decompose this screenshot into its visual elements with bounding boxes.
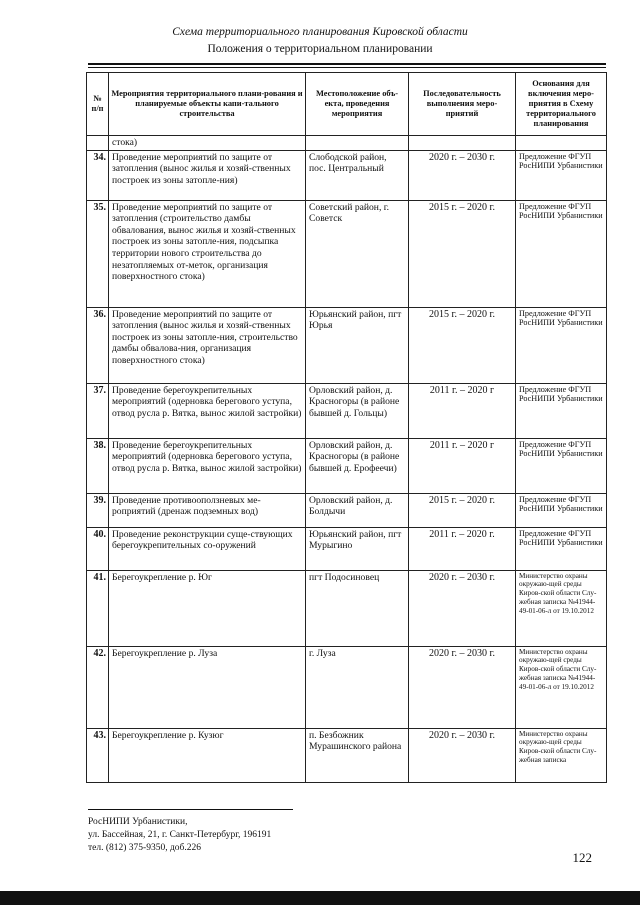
row-number: 40. — [87, 527, 109, 570]
table-row — [87, 383, 607, 438]
row-basis: Министерство охраны окружаю-щей среды Киров-ской области Слу-жебная записка — [516, 728, 607, 782]
col-header-activity: Мероприятия территориального плани-рования и планируемые объекты капи-тального строительства — [109, 73, 306, 136]
table-row — [87, 150, 607, 200]
row-activity: Берегоукрепление р. Кузюг — [109, 728, 306, 782]
table-row — [87, 307, 607, 383]
col-header-number: № п/п — [87, 73, 109, 136]
table-row — [87, 728, 607, 782]
row-basis: Предложение ФГУП РосНИПИ Урбанистики — [516, 307, 607, 383]
row-activity: Проведение реконструкции суще-ствующих берегоукрепительных со-оружений — [109, 527, 306, 570]
row-activity: Берегоукрепление р. Луза — [109, 646, 306, 728]
table-row — [87, 646, 607, 728]
table-row — [87, 438, 607, 493]
row-location: пгт Подосиновец — [306, 570, 409, 646]
activities-table — [86, 72, 607, 783]
row-location: г. Луза — [306, 646, 409, 728]
col-header-basis: Основания для включения меро-приятия в Схему территориального планирования — [516, 73, 607, 136]
row-activity: Проведение мероприятий по защите от затопления (строительство дамбы обвалования, вынос жилья и хозяй-ственных построек из зоны затопле-ния, подсыпка территории нового строительства до незатопляемых от-меток, организация поверхностного стока) — [109, 200, 306, 307]
scan-edge-bar — [0, 891, 640, 905]
footer-org: РосНИПИ Урбанистики, — [88, 817, 188, 827]
row-number: 34. — [87, 150, 109, 200]
page-number: 122 — [572, 850, 592, 865]
row-period: 2020 г. – 2030 г. — [409, 150, 516, 200]
row-basis: Предложение ФГУП РосНИПИ Урбанистики — [516, 438, 607, 493]
row-period: 2011 г. – 2020 г — [409, 383, 516, 438]
row-location: п. Безбожник Мурашинского района — [306, 728, 409, 782]
row-number: 35. — [87, 200, 109, 307]
row-number: 41. — [87, 570, 109, 646]
row-activity: Проведение противооползневых ме-роприятий (дренаж подземных вод) — [109, 493, 306, 527]
col-header-location: Местоположение объ-екта, проведения мероприятия — [306, 73, 409, 136]
row-location: Орловский район, д. Красногоры (в районе бывшей д. Гольцы) — [306, 383, 409, 438]
row-activity: Берегоукрепление р. Юг — [109, 570, 306, 646]
row-basis: Предложение ФГУП РосНИПИ Урбанистики — [516, 383, 607, 438]
row-period: 2020 г. – 2030 г. — [409, 646, 516, 728]
continuation-text: стока) — [109, 136, 306, 151]
document-title: Схема территориального планирования Кировской области — [172, 26, 468, 38]
header-rule-thin — [88, 67, 606, 68]
header-rule — [88, 63, 606, 65]
row-number: 43. — [87, 728, 109, 782]
row-location: Юрьянский район, пгт Мурыгино — [306, 527, 409, 570]
footer-phone: тел. (812) 375-9350, доб.226 — [88, 843, 202, 853]
footnote-rule — [88, 809, 293, 810]
row-period: 2015 г. – 2020 г. — [409, 307, 516, 383]
table-row — [87, 527, 607, 570]
row-basis: Министерство охраны окружаю-щей среды Киров-ской области Слу-жебная записка №41944-49-01-06-л от 19.10.2012 — [516, 646, 607, 728]
row-number: 36. — [87, 307, 109, 383]
row-number: 42. — [87, 646, 109, 728]
row-period: 2011 г. – 2020 г. — [409, 527, 516, 570]
row-number: 38. — [87, 438, 109, 493]
row-activity: Проведение берегоукрепительных мероприятий (одерновка берегового уступа, отвод русла р. Вятка, вынос жилой застройки) — [109, 383, 306, 438]
row-basis: Министерство охраны окружаю-щей среды Киров-ской области Слу-жебная записка №41944-49-01-06-л от 19.10.2012 — [516, 570, 607, 646]
row-location: Орловский район, д. Красногоры (в районе бывшей д. Ерофеечи) — [306, 438, 409, 493]
row-location: Слободской район, пос. Центральный — [306, 150, 409, 200]
row-basis: Предложение ФГУП РосНИПИ Урбанистики — [516, 527, 607, 570]
table-row — [87, 493, 607, 527]
document-subtitle: Положения о территориальном планировании — [207, 43, 433, 55]
row-location: Юрьянский район, пгт Юрья — [306, 307, 409, 383]
row-activity: Проведение мероприятий по защите от затопления (вынос жилья и хозяй-ственных построек из зоны затопле-ния, строительство дамбы обвалова-ния, организация поверхностного стока) — [109, 307, 306, 383]
row-basis: Предложение ФГУП РосНИПИ Урбанистики — [516, 493, 607, 527]
table-row — [87, 200, 607, 307]
row-period: 2015 г. – 2020 г. — [409, 493, 516, 527]
row-number: 39. — [87, 493, 109, 527]
row-number: 37. — [87, 383, 109, 438]
row-period: 2011 г. – 2020 г — [409, 438, 516, 493]
row-activity: Проведение мероприятий по защите от затопления (вынос жилья и хозяй-ственных построек из зоны затопле-ния) — [109, 150, 306, 200]
row-basis: Предложение ФГУП РосНИПИ Урбанистики — [516, 150, 607, 200]
row-period: 2020 г. – 2030 г. — [409, 570, 516, 646]
row-basis: Предложение ФГУП РосНИПИ Урбанистики — [516, 200, 607, 307]
continuation-row — [87, 136, 607, 151]
row-location: Советский район, г. Советск — [306, 200, 409, 307]
row-period: 2015 г. – 2020 г. — [409, 200, 516, 307]
row-location: Орловский район, д. Болдычи — [306, 493, 409, 527]
row-period: 2020 г. – 2030 г. — [409, 728, 516, 782]
table-row — [87, 570, 607, 646]
footer-address: ул. Бассейная, 21, г. Санкт-Петербург, 196191 — [88, 830, 272, 840]
table-header-row — [87, 73, 607, 136]
col-header-period: Последовательность выполнения меро-приятий — [409, 73, 516, 136]
row-activity: Проведение берегоукрепительных мероприятий (одерновка берегового уступа, отвод русла р. Вятка, вынос жилой застройки) — [109, 438, 306, 493]
